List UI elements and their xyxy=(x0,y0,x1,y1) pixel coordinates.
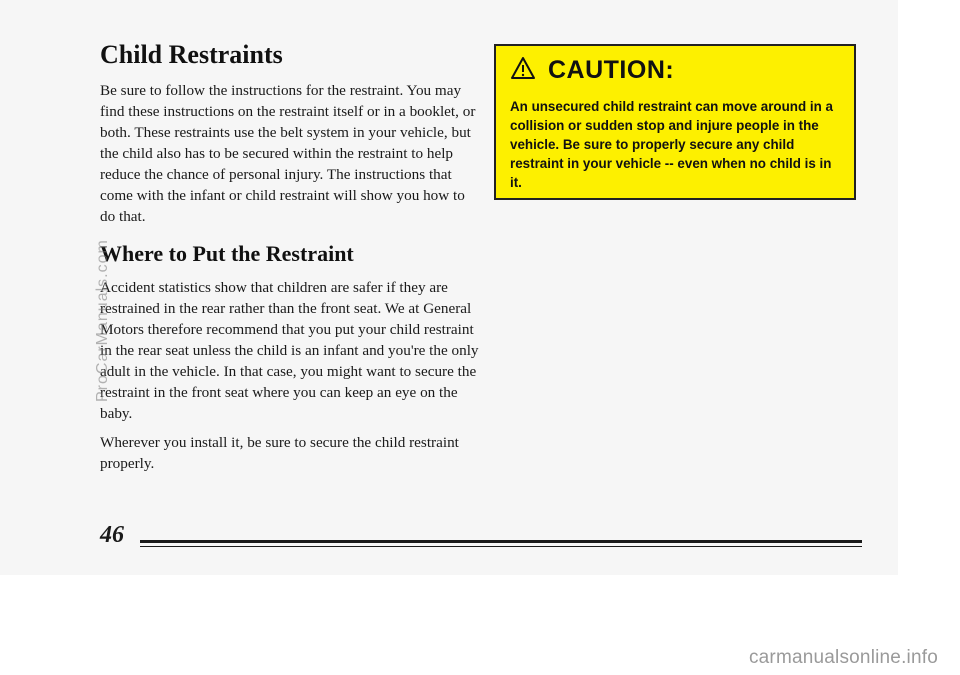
install-paragraph: Wherever you install it, be sure to secure the child restraint properly. xyxy=(100,434,459,472)
caution-title: CAUTION: xyxy=(548,56,675,84)
warning-triangle-icon xyxy=(510,56,536,85)
footer-rule-thick xyxy=(140,540,862,543)
section-title: Child Restraints xyxy=(100,40,283,69)
caution-box xyxy=(494,44,856,200)
subsection-title: Where to Put the Restraint xyxy=(100,241,354,266)
caution-header xyxy=(510,56,840,85)
bottom-watermark: carmanualsonline.info xyxy=(748,647,938,668)
caution-text: An unsecured child restraint can move around in a collision or sudden stop and injure people in the vehicle. Be sure to properly secure any child restraint in your vehicle -- even when no child is in it. xyxy=(510,99,833,190)
left-column xyxy=(100,40,480,482)
intro-paragraph: Be sure to follow the instructions for the restraint. You may find these instructions on the restraint itself or in a booklet, or both. These restraints use the belt system in your vehicle, but the child also has to be secured within the restraint to help reduce the chance of personal injury. The instructions that come with the infant or child restraint will show you how to do that. xyxy=(100,82,476,225)
page-number: 46 xyxy=(100,522,124,548)
placement-paragraph: Accident statistics show that children are safer if they are restrained in the rear rather than the front seat. We at General Motors therefore recommend that you put your child restraint in the rear seat unless the child is an infant and you're the only adult in the vehicle. In that case, you might want to secure the restraint in the front seat where you can keep an eye on the baby. xyxy=(100,279,479,422)
footer-rule-thin xyxy=(140,546,862,547)
side-watermark: ProCarManuals.com xyxy=(94,239,111,402)
